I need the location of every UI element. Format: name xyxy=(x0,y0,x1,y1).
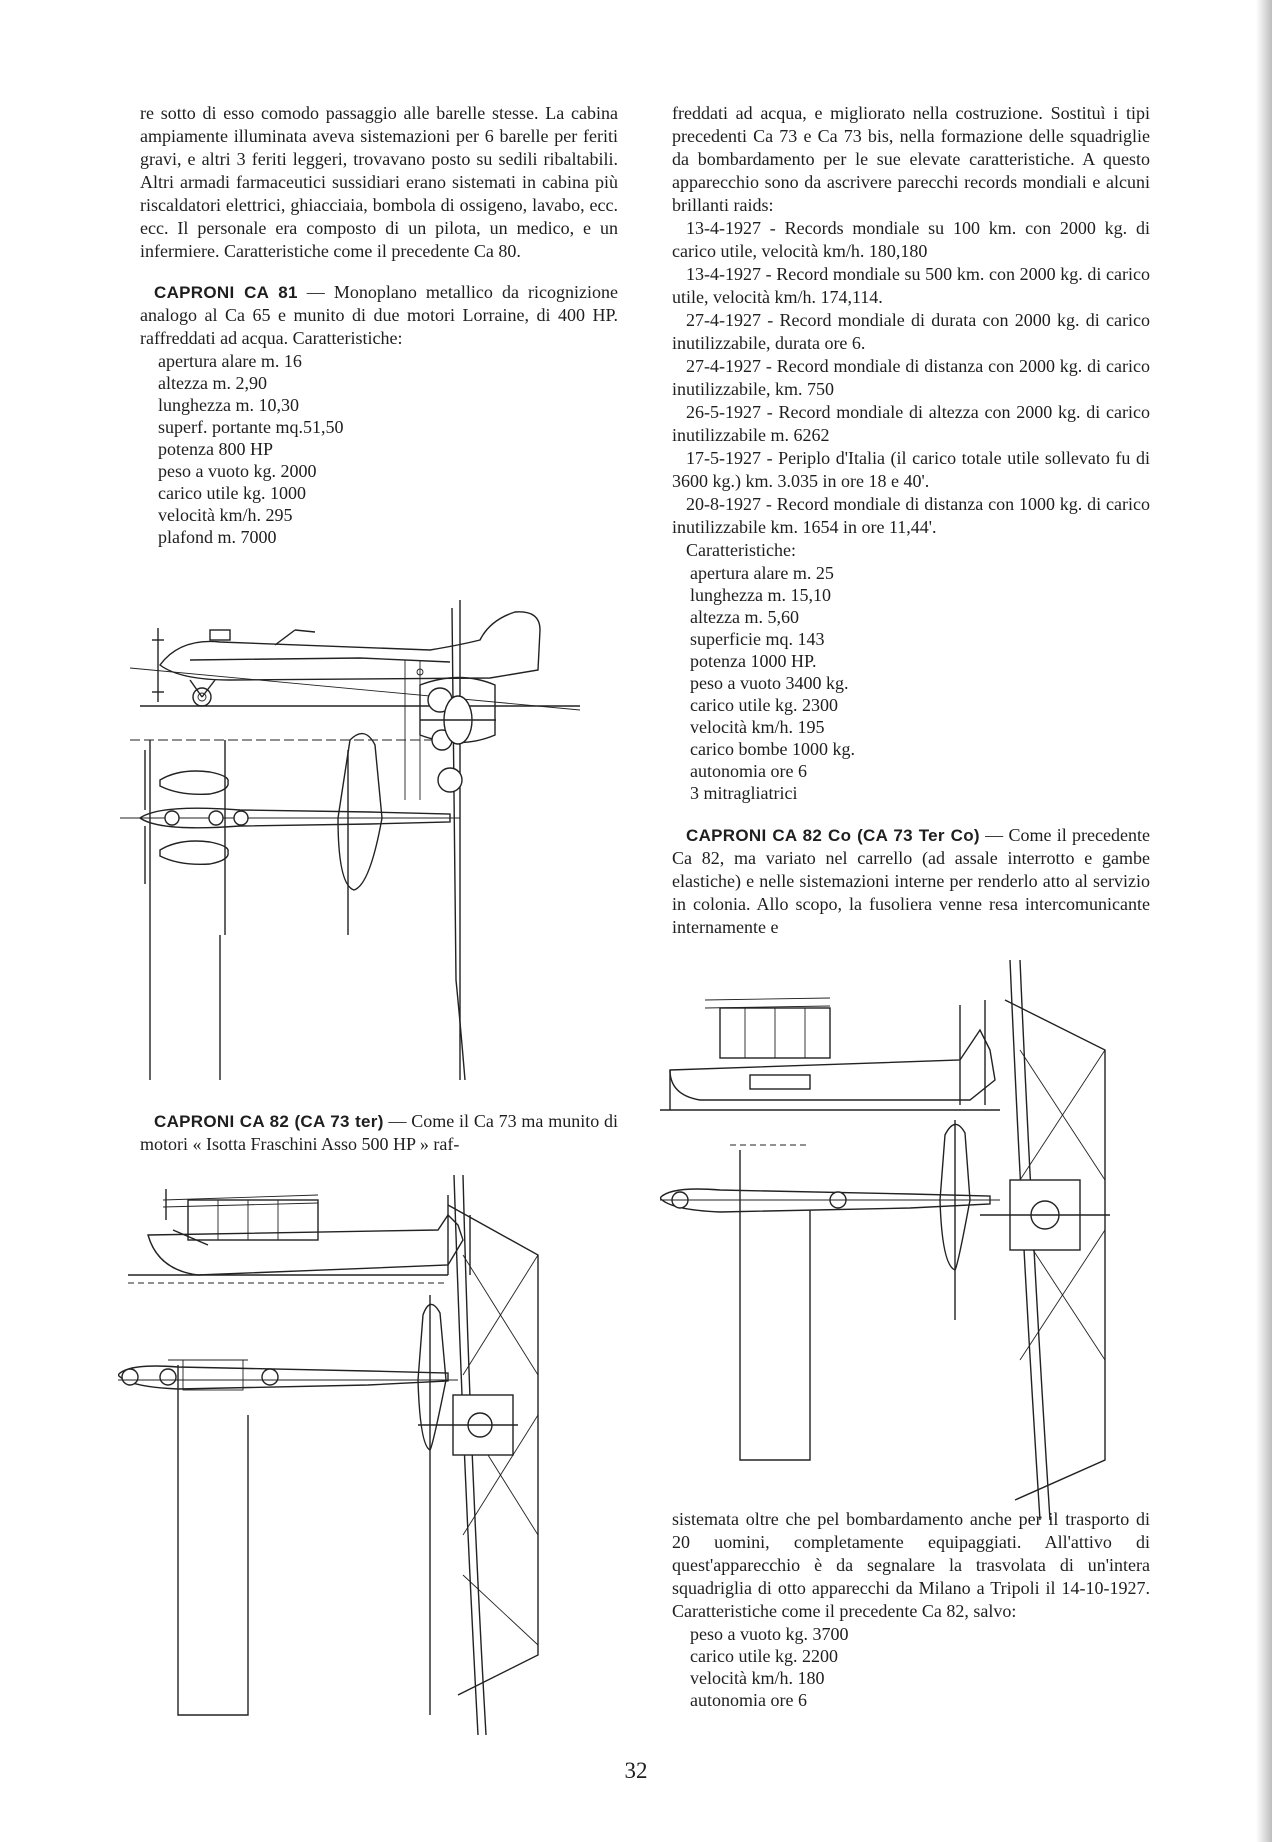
ca81-top-view xyxy=(120,734,460,1080)
ca82co-spec-item: autonomia ore 6 xyxy=(690,1690,807,1710)
right-column-continuation xyxy=(672,1508,1150,1711)
ca82-spec-item: altezza m. 5,60 xyxy=(690,607,799,627)
ca82-description: — Come il Ca 73 ma munito di motori « Isotta Fraschini Asso 500 HP » raf- xyxy=(140,1111,618,1154)
ca81-drawing xyxy=(120,600,600,1080)
ca82co-description: — Come il precedente Ca 82, ma variato nel carrello (ad assale interrotto e gambe elastiche) e nelle sistemazioni interne per renderlo atto al servizio in colonia. Allo scopo, la fusoliera venne resa intercomunicante internamente e xyxy=(672,825,1150,937)
record-entry: 13-4-1927 - Records mondiale su 100 km. con 2000 kg. di carico utile, velocità km/h. 180,180 xyxy=(672,218,1150,261)
ca81-front-view xyxy=(405,600,496,1080)
left-column-text xyxy=(140,102,618,548)
record-entry: 26-5-1927 - Record mondiale di altezza con 2000 kg. di carico inutilizzabile m. 6262 xyxy=(672,402,1150,445)
ca82-spec-item: potenza 1000 HP. xyxy=(690,651,817,671)
ca81-spec-item: carico utile kg. 1000 xyxy=(158,483,306,503)
ca82-spec-item: peso a vuoto 3400 kg. xyxy=(690,673,849,693)
ca82-text-block xyxy=(140,1110,618,1156)
ca82-spec-item: velocità km/h. 195 xyxy=(690,717,825,737)
ca81-spec-item: potenza 800 HP xyxy=(158,439,273,459)
ca82-heading: CAPRONI CA 82 (CA 73 ter) xyxy=(154,1112,384,1131)
record-entry: 13-4-1927 - Record mondiale su 500 km. con 2000 kg. di carico utile, velocità km/h. 174,114. xyxy=(672,264,1150,307)
ca81-spec-item: velocità km/h. 295 xyxy=(158,505,293,525)
ca82co-spec-item: carico utile kg. 2200 xyxy=(690,1646,838,1666)
ca82-side-view xyxy=(128,1189,470,1283)
ca82-front-view xyxy=(418,1175,538,1735)
ca81-spec-item: peso a vuoto kg. 2000 xyxy=(158,461,317,481)
ca81-spec-item: altezza m. 2,90 xyxy=(158,373,267,393)
ca82-spec-item: lunghezza m. 15,10 xyxy=(690,585,831,605)
right-column-text xyxy=(672,102,1150,939)
ca82co-spec-item: velocità km/h. 180 xyxy=(690,1668,825,1688)
page-number: 32 xyxy=(624,1758,648,1783)
records-list xyxy=(672,217,1150,539)
ca82-paragraph xyxy=(140,1110,618,1156)
page-edge-shadow xyxy=(1256,0,1272,1842)
ca82co-paragraph xyxy=(672,824,1150,939)
ca82-spec-item: carico bombe 1000 kg. xyxy=(690,739,855,759)
intro-paragraph: re sotto di esso comodo passaggio alle barelle stesse. La cabina ampiamente illuminata aveva sistemazioni per 6 barelle per feriti gravi, e altri 3 feriti leggeri, trovavano posto su sedili ribaltabili. Altri armadi farmaceutici sussidiari erano sistemati in cabina più riscaldatori elettrici, ghiacciaia, bombola di ossigeno, lavabo, ecc. ecc. Il personale era composto di un pilota, un medico, e un infermiere. Caratteristiche come il precedente Ca 80. xyxy=(140,103,618,261)
ca81-paragraph xyxy=(140,281,618,350)
ca82co-heading: CAPRONI CA 82 Co (CA 73 Ter Co) xyxy=(686,826,980,845)
ca82-spec-item: 3 mitragliatrici xyxy=(690,783,798,803)
ca81-heading: CAPRONI CA 81 xyxy=(154,283,298,302)
ca81-side-view xyxy=(130,612,580,710)
ca82-top-view xyxy=(118,1295,458,1715)
ca82-spec-item: carico utile kg. 2300 xyxy=(690,695,838,715)
ca81-spec-item: apertura alare m. 16 xyxy=(158,351,302,371)
ca82co-spec-item: peso a vuoto kg. 3700 xyxy=(690,1624,849,1644)
ca82co-side-view xyxy=(660,998,1000,1110)
record-entry: 20-8-1927 - Record mondiale di distanza con 1000 kg. di carico inutilizzabile km. 1654 in ore 11,44'. xyxy=(672,494,1150,537)
ca81-spec-item: lunghezza m. 10,30 xyxy=(158,395,299,415)
ca81-spec-item: plafond m. 7000 xyxy=(158,527,277,547)
ca82-spec-item: apertura alare m. 25 xyxy=(690,563,834,583)
ca82co-front-view xyxy=(980,960,1110,1520)
ca82co-top-view xyxy=(660,1120,1000,1460)
record-entry: 27-4-1927 - Record mondiale di distanza con 2000 kg. di carico inutilizzabile, km. 750 xyxy=(672,356,1150,399)
ca81-specs-list xyxy=(158,350,618,548)
ca81-spec-item: superf. portante mq.51,50 xyxy=(158,417,344,437)
ca81-description: — Monoplano metallico da ricognizione analogo al Ca 65 e munito di due motori Lorraine, di 400 HP. raffreddati ad acqua. Caratteristiche: xyxy=(140,282,619,348)
ca82co-continued: sistemata oltre che pel bombardamento anche per il trasporto di 20 uomini, completamente equipaggiati. All'attivo di quest'apparecchio è da segnalare la trasvolata di un'intera squadriglia di otto apparecchi da Milano a Tripoli il 14-10-1927. Caratteristiche come il precedente Ca 82, salvo: xyxy=(672,1509,1150,1621)
record-entry: 17-5-1927 - Periplo d'Italia (il carico totale utile sollevato fu di 3600 kg.) km. 3.035 in ore 18 e 40'. xyxy=(672,448,1150,491)
ca82-specs-list xyxy=(690,562,1150,804)
ca82-characteristics-label: Caratteristiche: xyxy=(686,540,796,560)
ca82-spec-item: autonomia ore 6 xyxy=(690,761,807,781)
right-intro-paragraph: freddati ad acqua, e migliorato nella costruzione. Sostituì i tipi precedenti Ca 73 e Ca 73 bis, nella formazione delle squadriglie da bombardamento per le sue elevate caratteristiche. A questo apparecchio sono da ascrivere parecchi records mondiali e alcuni brillanti raids: xyxy=(672,103,1150,215)
ca82co-drawing xyxy=(660,960,1160,1520)
record-entry: 27-4-1927 - Record mondiale di durata con 2000 kg. di carico inutilizzabile, durata ore 6. xyxy=(672,310,1150,353)
ca82co-specs-list xyxy=(690,1623,1150,1711)
ca82-spec-item: superficie mq. 143 xyxy=(690,629,825,649)
ca82-drawing xyxy=(118,1175,618,1735)
